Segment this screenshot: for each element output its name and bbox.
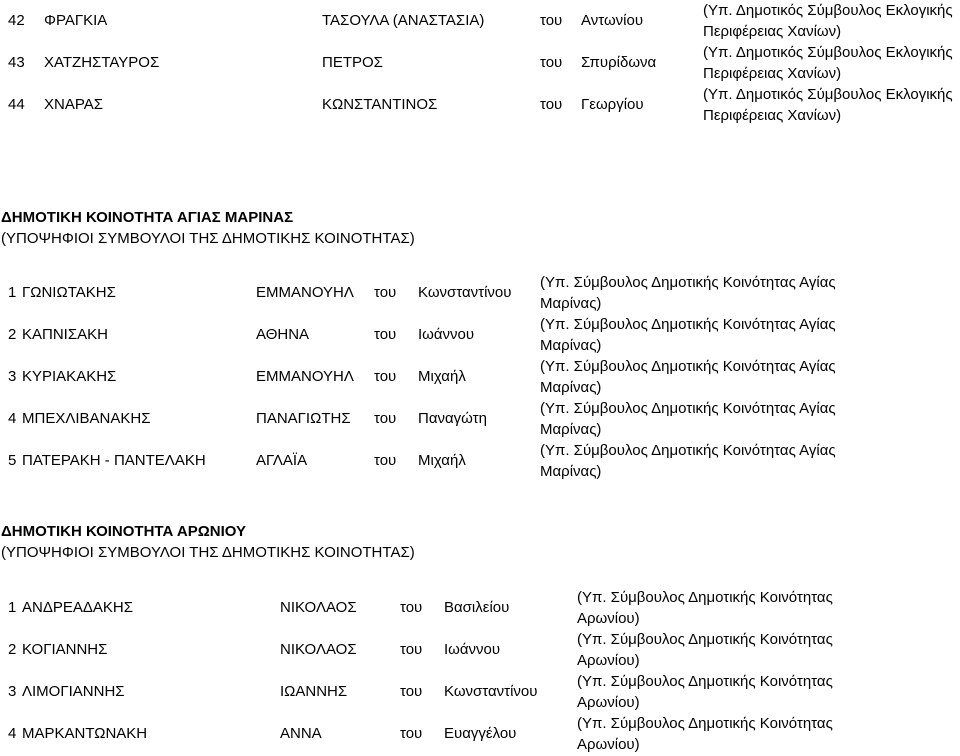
row-number: 1 <box>8 284 17 301</box>
surname: ΧΑΤΖΗΣΤΑΥΡΟΣ <box>44 54 160 71</box>
table-row <box>0 587 960 629</box>
of-label: του <box>374 284 397 301</box>
first-name: ΝΙΚΟΛΑΟΣ <box>280 599 357 616</box>
table-row <box>0 272 960 314</box>
section-subtitle: (ΥΠΟΨΗΦΙΟΙ ΣΥΜΒΟΥΛΟΙ ΤΗΣ ΔΗΜΟΤΙΚΗΣ ΚΟΙΝΟΤΗΤΑΣ) <box>1 544 415 561</box>
first-name: ΠΕΤΡΟΣ <box>322 54 383 71</box>
candidacy-role: (Υπ. Σύμβουλος Δημοτικής Κοινότητας Αγίας Μαρίνας) <box>540 358 836 396</box>
row-number: 1 <box>8 599 17 616</box>
row-number: 44 <box>8 96 25 113</box>
father-name: Γεωργίου <box>581 96 644 113</box>
surname: ΛΙΜΟΓΙΑΝΝΗΣ <box>22 683 125 700</box>
row-number: 5 <box>8 452 17 469</box>
of-label: του <box>374 326 397 343</box>
table-row <box>0 671 960 713</box>
first-name: ΑΓΛΑΪΑ <box>256 452 308 469</box>
first-name: ΕΜΜΑΝΟΥΗΛ <box>256 284 354 301</box>
of-label: του <box>540 96 563 113</box>
row-number: 42 <box>8 12 25 29</box>
of-label: του <box>540 54 563 71</box>
father-name: Βασιλείου <box>444 599 510 616</box>
section-heading-agia-marina <box>1 207 415 249</box>
father-name: Μιχαήλ <box>418 368 466 385</box>
candidacy-role: (Υπ. Σύμβουλος Δημοτικής Κοινότητας Αρωνίου) <box>577 673 833 711</box>
of-label: του <box>374 368 397 385</box>
of-label: του <box>400 683 423 700</box>
surname: ΑΝΔΡΕΑΔΑΚΗΣ <box>22 599 134 616</box>
of-label: του <box>400 725 423 742</box>
candidacy-role: (Υπ. Δημοτικός Σύμβουλος Εκλογικής Περιφέρειας Χανίων) <box>703 86 953 124</box>
of-label: του <box>374 410 397 427</box>
candidacy-role: (Υπ. Σύμβουλος Δημοτικής Κοινότητας Αγίας Μαρίνας) <box>540 400 836 438</box>
father-name: Ευαγγέλου <box>444 725 517 742</box>
candidacy-role: (Υπ. Σύμβουλος Δημοτικής Κοινότητας Αρωνίου) <box>577 589 833 627</box>
father-name: Κωνσταντίνου <box>418 284 512 301</box>
row-number: 3 <box>8 368 17 385</box>
row-number: 2 <box>8 641 17 658</box>
table-row <box>0 713 960 755</box>
row-number: 2 <box>8 326 17 343</box>
section-title: ΔΗΜΟΤΙΚΗ ΚΟΙΝΟΤΗΤΑ ΑΡΩΝΙΟΥ <box>1 523 247 540</box>
of-label: του <box>540 12 563 29</box>
section-heading-aroni <box>1 521 415 563</box>
father-name: Ιωάννου <box>444 641 501 658</box>
surname: ΦΡΑΓΚΙΑ <box>44 12 108 29</box>
surname: ΠΑΤΕΡΑΚΗ - ΠΑΝΤΕΛΑΚΗ <box>22 452 206 469</box>
candidacy-role: (Υπ. Δημοτικός Σύμβουλος Εκλογικής Περιφέρειας Χανίων) <box>703 44 953 82</box>
surname: ΚΑΠΝΙΣΑΚΗ <box>22 326 108 343</box>
surname: ΜΑΡΚΑΝΤΩΝΑΚΗ <box>22 725 148 742</box>
row-number: 3 <box>8 683 17 700</box>
father-name: Μιχαήλ <box>418 452 466 469</box>
first-name: ΤΑΣΟΥΛΑ (ΑΝΑΣΤΑΣΙΑ) <box>322 12 485 29</box>
surname: ΜΠΕΧΛΙΒΑΝΑΚΗΣ <box>22 410 151 427</box>
table-row <box>0 440 960 482</box>
table-row <box>0 356 960 398</box>
surname: ΚΥΡΙΑΚΑΚΗΣ <box>22 368 117 385</box>
row-number: 4 <box>8 725 17 742</box>
table-row <box>0 314 960 356</box>
father-name: Σπυρίδωνα <box>581 54 657 71</box>
row-number: 4 <box>8 410 17 427</box>
table-row <box>0 398 960 440</box>
first-name: ΚΩΝΣΤΑΝΤΙΝΟΣ <box>322 96 438 113</box>
surname: ΧΝΑΡΑΣ <box>44 96 104 113</box>
first-name: ΑΘΗΝΑ <box>256 326 310 343</box>
first-name: ΠΑΝΑΓΙΩΤΗΣ <box>256 410 351 427</box>
section-title: ΔΗΜΟΤΙΚΗ ΚΟΙΝΟΤΗΤΑ ΑΓΙΑΣ ΜΑΡΙΝΑΣ <box>1 209 294 226</box>
table-row <box>0 84 960 126</box>
father-name: Ιωάννου <box>418 326 475 343</box>
table-row <box>0 0 960 42</box>
first-name: ΕΜΜΑΝΟΥΗΛ <box>256 368 354 385</box>
candidacy-role: (Υπ. Σύμβουλος Δημοτικής Κοινότητας Αρωνίου) <box>577 715 833 753</box>
surname: ΓΩΝΙΩΤΑΚΗΣ <box>22 284 116 301</box>
table-row <box>0 629 960 671</box>
candidacy-role: (Υπ. Σύμβουλος Δημοτικής Κοινότητας Αγίας Μαρίνας) <box>540 316 836 354</box>
father-name: Κωνσταντίνου <box>444 683 538 700</box>
father-name: Παναγώτη <box>418 410 487 427</box>
first-name: ΙΩΑΝΝΗΣ <box>280 683 348 700</box>
of-label: του <box>400 641 423 658</box>
surname: ΚΟΓΙΑΝΝΗΣ <box>22 641 108 658</box>
first-name: ΝΙΚΟΛΑΟΣ <box>280 641 357 658</box>
of-label: του <box>374 452 397 469</box>
candidacy-role: (Υπ. Σύμβουλος Δημοτικής Κοινότητας Αρωνίου) <box>577 631 833 669</box>
father-name: Αντωνίου <box>581 12 644 29</box>
table-row <box>0 42 960 84</box>
first-name: ΑΝΝΑ <box>280 725 322 742</box>
row-number: 43 <box>8 54 25 71</box>
candidacy-role: (Υπ. Δημοτικός Σύμβουλος Εκλογικής Περιφέρειας Χανίων) <box>703 2 953 40</box>
candidacy-role: (Υπ. Σύμβουλος Δημοτικής Κοινότητας Αγίας Μαρίνας) <box>540 274 836 312</box>
section-subtitle: (ΥΠΟΨΗΦΙΟΙ ΣΥΜΒΟΥΛΟΙ ΤΗΣ ΔΗΜΟΤΙΚΗΣ ΚΟΙΝΟΤΗΤΑΣ) <box>1 230 415 247</box>
of-label: του <box>400 599 423 616</box>
candidacy-role: (Υπ. Σύμβουλος Δημοτικής Κοινότητας Αγίας Μαρίνας) <box>540 442 836 480</box>
